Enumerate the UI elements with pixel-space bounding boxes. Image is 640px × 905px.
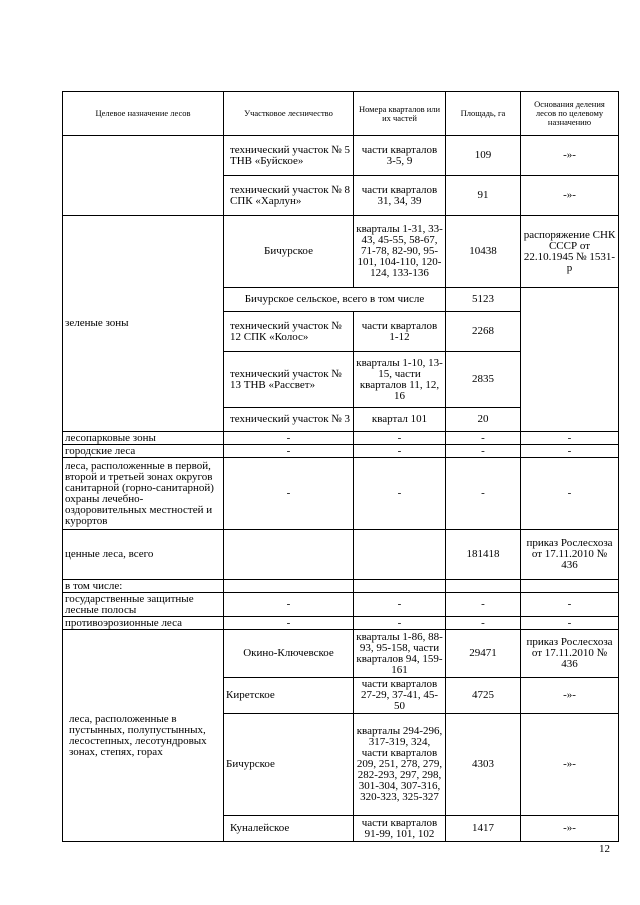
quarters-cell: части кварталов 91-99, 101, 102: [354, 816, 446, 842]
table-row: [63, 630, 619, 678]
table-header-row: [63, 92, 619, 136]
quarters-cell: -: [354, 458, 446, 530]
table-row: [63, 530, 619, 580]
forestry-cell: -: [224, 432, 354, 445]
forestry-cell: -: [224, 445, 354, 458]
subtotal-label: Бичурское сельское, всего в том числе: [224, 288, 446, 312]
empty-cell: [224, 580, 354, 593]
area-cell: -: [446, 617, 521, 630]
forestry-cell: -: [224, 617, 354, 630]
area-cell: -: [446, 432, 521, 445]
empty-cell: [521, 288, 619, 432]
area-cell: 2268: [446, 312, 521, 352]
area-cell: 181418: [446, 530, 521, 580]
area-cell: -: [446, 458, 521, 530]
basis-cell: приказ Рослесхоза от 17.11.2010 № 436: [521, 630, 619, 678]
forestry-cell: Бичурское: [224, 714, 354, 816]
area-cell: 1417: [446, 816, 521, 842]
quarters-cell: квартал 101: [354, 408, 446, 432]
basis-cell: -: [521, 458, 619, 530]
quarters-cell: -: [354, 617, 446, 630]
purpose-cell: лесопарковые зоны: [63, 432, 224, 445]
area-cell: -: [446, 593, 521, 617]
quarters-cell: -: [354, 445, 446, 458]
forestry-cell: технический участок № 13 ТНВ «Рассвет»: [224, 352, 354, 408]
forest-purpose-table: [62, 91, 619, 842]
purpose-deserts: леса, расположенные в пустынных, полупустынных, лесостепных, лесотундровых зонах, степях, горах: [63, 630, 224, 842]
basis-cell: -: [521, 617, 619, 630]
empty-cell: [63, 136, 224, 216]
table-row: [63, 617, 619, 630]
forestry-cell: технический участок № 5 ТНВ «Буйское»: [224, 136, 354, 176]
basis-cell: -»-: [521, 136, 619, 176]
quarters-cell: части кварталов 3-5, 9: [354, 136, 446, 176]
table-row: [63, 458, 619, 530]
purpose-cell: леса, расположенные в первой, второй и третьей зонах округов санитарной (горно-санитарной) охраны лечебно-оздоровительных местностей и курортов: [63, 458, 224, 530]
forestry-cell: -: [224, 458, 354, 530]
table-row: [63, 593, 619, 617]
quarters-cell: кварталы 1-10, 13-15, части кварталов 11, 12, 16: [354, 352, 446, 408]
area-cell: 4725: [446, 678, 521, 714]
quarters-cell: кварталы 1-86, 88-93, 95-158, части кварталов 94, 159-161: [354, 630, 446, 678]
quarters-cell: кварталы 1-31, 33-43, 45-55, 58-67, 71-78, 82-90, 95-101, 104-110, 120-124, 133-136: [354, 216, 446, 288]
purpose-cell: противоэрозионные леса: [63, 617, 224, 630]
purpose-cell: государственные защитные лесные полосы: [63, 593, 224, 617]
header-forestry: Участковое лесничество: [224, 92, 354, 136]
area-cell: 91: [446, 176, 521, 216]
area-cell: 10438: [446, 216, 521, 288]
basis-cell: распоряжение СНК СССР от 22.10.1945 № 1531-р: [521, 216, 619, 288]
empty-cell: [354, 580, 446, 593]
forestry-cell: технический участок № 12 СПК «Колос»: [224, 312, 354, 352]
forestry-cell: -: [224, 593, 354, 617]
basis-cell: приказ Рослесхоза от 17.11.2010 № 436: [521, 530, 619, 580]
header-quarters: Номера кварталов или их частей: [354, 92, 446, 136]
quarters-cell: -: [354, 593, 446, 617]
area-cell: 2835: [446, 352, 521, 408]
empty-cell: [521, 580, 619, 593]
quarters-cell: части кварталов 1-12: [354, 312, 446, 352]
basis-cell: -»-: [521, 816, 619, 842]
forestry-cell: технический участок № 8 СПК «Харлун»: [224, 176, 354, 216]
forestry-cell: Бичурское: [224, 216, 354, 288]
table-row: [63, 445, 619, 458]
purpose-cell: в том числе:: [63, 580, 224, 593]
basis-cell: -: [521, 445, 619, 458]
area-cell: 109: [446, 136, 521, 176]
basis-cell: -: [521, 593, 619, 617]
basis-cell: -»-: [521, 678, 619, 714]
empty-cell: [224, 530, 354, 580]
header-purpose: Целевое назначение лесов: [63, 92, 224, 136]
quarters-cell: кварталы 294-296, 317-319, 324, части кварталов 209, 251, 278, 279, 282-293, 297, 298, 301-304, 307-316, 320-323, 325-327: [354, 714, 446, 816]
area-cell: -: [446, 445, 521, 458]
purpose-cell: городские леса: [63, 445, 224, 458]
table-row: [63, 216, 619, 288]
area-cell: 5123: [446, 288, 521, 312]
quarters-cell: -: [354, 432, 446, 445]
table-row: [63, 580, 619, 593]
header-basis: Основания деления лесов по целевому назначению: [521, 92, 619, 136]
quarters-cell: части кварталов 27-29, 37-41, 45-50: [354, 678, 446, 714]
table-row: [63, 432, 619, 445]
empty-cell: [354, 530, 446, 580]
area-cell: 4303: [446, 714, 521, 816]
forestry-cell: Окино-Ключевское: [224, 630, 354, 678]
purpose-cell: ценные леса, всего: [63, 530, 224, 580]
area-cell: 29471: [446, 630, 521, 678]
forestry-cell: Киретское: [224, 678, 354, 714]
basis-cell: -»-: [521, 176, 619, 216]
table-row: [63, 136, 619, 176]
forestry-cell: Куналейское: [224, 816, 354, 842]
purpose-green-zones: зеленые зоны: [63, 216, 224, 432]
empty-cell: [446, 580, 521, 593]
basis-cell: -»-: [521, 714, 619, 816]
page-number: 12: [599, 843, 610, 855]
quarters-cell: части кварталов 31, 34, 39: [354, 176, 446, 216]
header-area: Площадь, га: [446, 92, 521, 136]
area-cell: 20: [446, 408, 521, 432]
forestry-cell: технический участок № 3: [224, 408, 354, 432]
basis-cell: -: [521, 432, 619, 445]
